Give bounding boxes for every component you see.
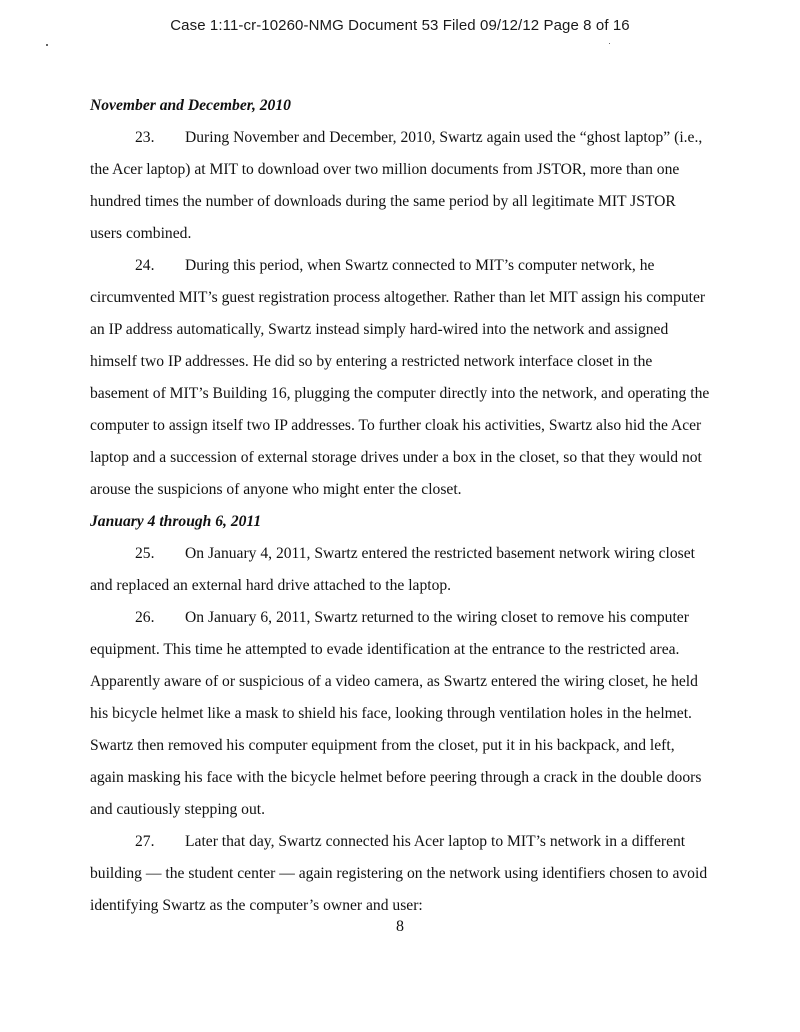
paragraph	[90, 826, 710, 922]
section-heading: November and December, 2010	[90, 97, 291, 114]
paragraph-number: 26.	[135, 609, 155, 626]
paragraph-number: 23.	[135, 129, 155, 146]
paragraph-text: During November and December, 2010, Swartz again used the “ghost laptop” (i.e., the Acer laptop) at MIT to download over two million documents from JSTOR, more than one hundred times the number of downloads during the same period by all legitimate MIT JSTOR users combined.	[90, 129, 703, 242]
paragraph-text: On January 4, 2011, Swartz entered the restricted basement network wiring closet and replaced an external hard drive attached to the laptop.	[90, 545, 695, 594]
paragraph-number: 25.	[135, 545, 155, 562]
paragraph	[90, 122, 710, 250]
paragraph-number: 27.	[135, 833, 155, 850]
scan-speck	[46, 44, 48, 46]
section-heading: January 4 through 6, 2011	[90, 513, 262, 530]
page-number: 8	[396, 918, 404, 935]
paragraph-text: During this period, when Swartz connected to MIT’s computer network, he circumvented MIT’s guest registration process altogether. Rather than let MIT assign his computer an IP address automatically, Swartz instead simply hard-wired into the network and assigned himself two IP addresses. He did so by entering a restricted network interface closet in the basement of MIT’s Building 16, plugging the computer directly into the network, and operating the computer to assign itself two IP addresses. To further cloak his activities, Swartz also hid the Acer laptop and a succession of external storage drives under a box in the closet, so that they would not arouse the suspicions of anyone who might enter the closet.	[90, 257, 710, 498]
paragraph-text: Later that day, Swartz connected his Acer laptop to MIT’s network in a different building — the student center — again registering on the network using identifiers chosen to avoid identifying Swartz as the computer’s owner and user:	[90, 833, 708, 914]
paragraph-text: On January 6, 2011, Swartz returned to the wiring closet to remove his computer equipment. This time he attempted to evade identification at the entrance to the restricted area. Apparently aware of or suspicious of a video camera, as Swartz entered the wiring closet, he held his bicycle helmet like a mask to shield his face, looking through ventilation holes in the helmet. Swartz then removed his computer equipment from the closet, put it in his backpack, and left, again masking his face with the bicycle helmet before peering through a crack in the double doors and cautiously stepping out.	[90, 609, 702, 818]
paragraph	[90, 250, 710, 506]
paragraph	[90, 602, 710, 826]
paragraph-number: 24.	[135, 257, 155, 274]
case-header: Case 1:11-cr-10260-NMG Document 53 Filed 09/12/12 Page 8 of 16	[170, 17, 630, 34]
document-body	[90, 90, 710, 922]
paragraph	[90, 538, 710, 602]
scan-speck	[609, 43, 610, 44]
